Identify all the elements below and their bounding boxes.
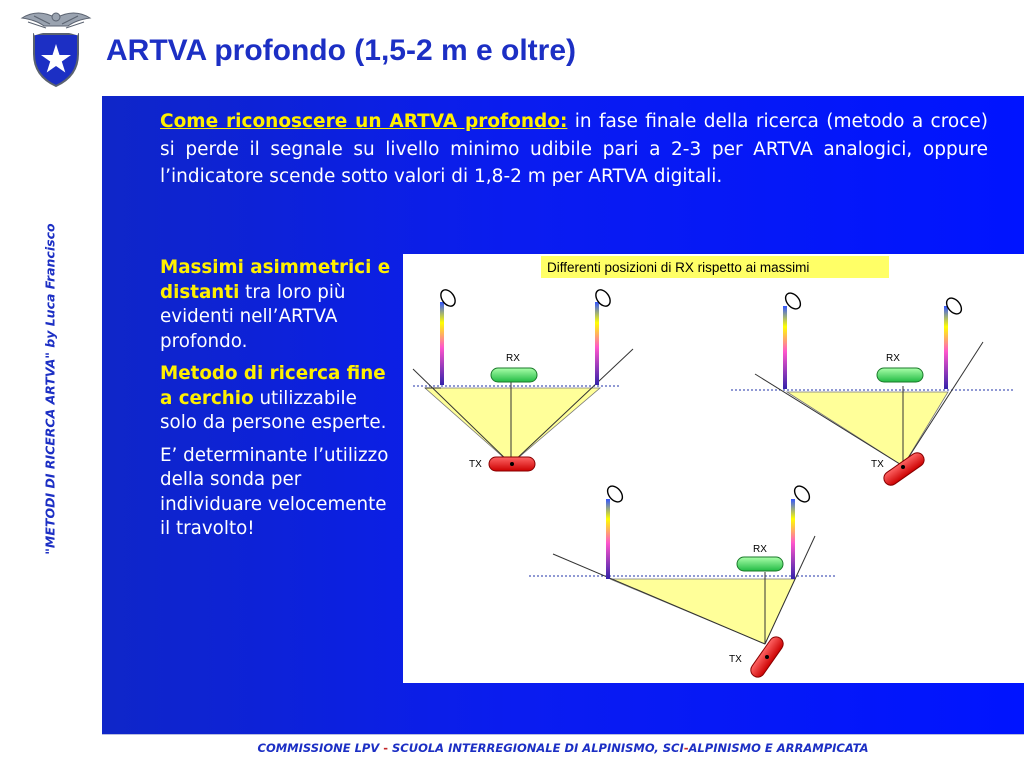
rx-label-3: RX [753, 544, 767, 555]
paragraph-method [160, 362, 392, 436]
intro-heading: Come riconoscere un ARTVA profondo: [160, 111, 568, 132]
rx-label-1: RX [506, 353, 520, 364]
diagram-asymmetric-right [731, 290, 1013, 488]
figure-caption: Differenti posizioni di RX rispetto ai massimi [547, 260, 810, 275]
tx-label-2: TX [871, 459, 884, 470]
footer-divider [102, 734, 1024, 735]
side-caption-text: "METODI DI RICERCA ARTVA" by Luca Francisco [42, 223, 58, 555]
rx-positions-figure [403, 254, 1024, 683]
intro-paragraph [160, 108, 988, 191]
paragraph-probe: E’ determinante l’utilizzo della sonda per individuare velocemente il travolto! [160, 444, 389, 539]
footer-discipline: ALPINISMO E ARRAMPICATA [688, 741, 869, 755]
tx-label-1: TX [469, 459, 482, 470]
side-caption [39, 209, 61, 569]
paragraph-asymmetric [160, 256, 392, 354]
p1-rest: tra loro più evidenti nell’ARTVA profondo. [160, 281, 346, 352]
panel-divider [102, 94, 1024, 96]
p2-rest: utilizzabile solo da persone esperte. [160, 387, 387, 433]
footer-dash: - [683, 741, 689, 755]
p1-bold: Massimi asimmetrici e distanti [160, 257, 391, 303]
footer-school: SCUOLA INTERREGIONALE DI ALPINISMO, SCI [392, 741, 684, 755]
footer-commission: COMMISSIONE LPV [257, 741, 380, 755]
footer-sep: - [379, 741, 393, 755]
left-column [160, 256, 392, 550]
tx-label-3: TX [729, 654, 742, 665]
footer [102, 741, 1024, 755]
cai-logo [16, 6, 96, 90]
intro-body: in fase finale della ricerca (metodo a croce) si perde il segnale su livello minimo udibile pari a 2-3 per ARTVA analogici, oppure l’indicatore scende sotto valori di 1,8-2 m per ARTVA digitali. [160, 111, 988, 187]
diagram-symmetric [413, 287, 633, 471]
rx-label-2: RX [886, 353, 900, 364]
diagram-asymmetric-bottom [529, 483, 835, 680]
slide-title: ARTVA profondo (1,5-2 m e oltre) [106, 34, 577, 67]
p2-bold: Metodo di ricerca fine a cerchio [160, 363, 386, 409]
